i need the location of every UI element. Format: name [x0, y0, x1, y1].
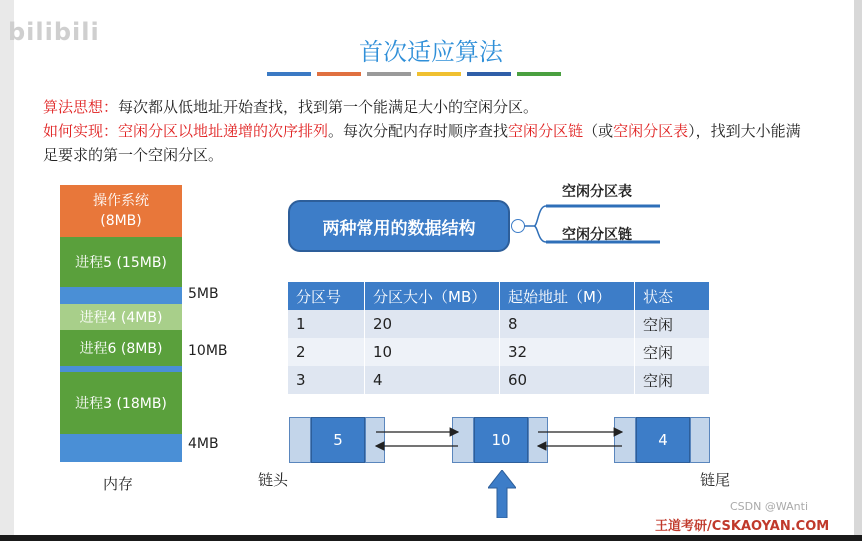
memory-process-6: 进程6 (8MB) — [60, 330, 182, 366]
title-bar-5 — [467, 72, 511, 76]
th-partition-size: 分区大小（MB） — [365, 282, 500, 310]
impl-text-2: （或 — [583, 122, 614, 140]
free-5mb-label: 5MB — [188, 286, 219, 302]
idea-text: 每次都从低地址开始查找，找到第一个能满足大小的空闲分区。 — [118, 98, 539, 116]
cell: 10 — [365, 338, 500, 366]
pointer-up-arrow-icon — [488, 470, 516, 518]
memory-process-4: 进程4 (4MB) — [60, 304, 182, 330]
table-row — [288, 310, 710, 338]
free-10mb-label: 10MB — [188, 343, 228, 359]
memory-free-5mb — [60, 287, 182, 304]
idea-label: 算法思想： — [43, 98, 119, 116]
chain-node-3-next — [690, 417, 710, 463]
cell: 4 — [365, 366, 500, 394]
slide-left-border — [0, 0, 14, 541]
cell: 空闲 — [635, 310, 710, 338]
cell: 8 — [500, 310, 635, 338]
impl-text-3: ），找到大小能满足要求的第一个空闲分区。 — [43, 122, 801, 164]
table-header-row — [288, 282, 710, 310]
chain-node-1: 5 — [311, 417, 365, 463]
memory-free-4mb — [60, 434, 182, 462]
data-structures-pill: 两种常用的数据结构 — [288, 200, 510, 252]
branch-free-table: 空闲分区表 — [562, 184, 632, 200]
impl-red-1: 空闲分区以地址递增的次序排列 — [118, 122, 329, 140]
th-status: 状态 — [635, 282, 710, 310]
cell: 2 — [288, 338, 365, 366]
memory-os: 操作系统 (8MB) — [60, 185, 182, 237]
impl-text-1: 。每次分配内存时顺序查找 — [328, 122, 509, 140]
implementation — [43, 119, 803, 167]
title-bar-4 — [417, 72, 461, 76]
table-row — [288, 366, 710, 394]
slide-title: 首次适应算法 — [359, 38, 503, 66]
title-bar-2 — [317, 72, 361, 76]
bilibili-logo: bilibili — [8, 18, 100, 46]
cell: 1 — [288, 310, 365, 338]
chain-node-2: 10 — [474, 417, 528, 463]
title-bar-1 — [267, 72, 311, 76]
chain-node-1-prev — [289, 417, 311, 463]
title-color-bars — [267, 72, 561, 76]
impl-red-2: 空闲分区链 — [508, 122, 584, 140]
chain-tail-label: 链尾 — [700, 471, 731, 489]
cell: 空闲 — [635, 366, 710, 394]
algorithm-idea — [43, 95, 538, 119]
slide-right-border — [854, 0, 862, 541]
th-start-address: 起始地址（M） — [500, 282, 635, 310]
cell: 60 — [500, 366, 635, 394]
collapse-circle-icon — [511, 219, 525, 233]
chain-head-label: 链头 — [258, 471, 289, 489]
impl-red-3: 空闲分区表 — [613, 122, 689, 140]
impl-label: 如何实现： — [43, 122, 119, 140]
video-bottom-bar — [0, 535, 862, 541]
memory-process-3: 进程3 (18MB) — [60, 372, 182, 434]
csdn-watermark: CSDN @WAnti — [730, 500, 808, 513]
th-partition-no: 分区号 — [288, 282, 365, 310]
title-bar-6 — [517, 72, 561, 76]
table-row — [288, 338, 710, 366]
chain-node-3: 4 — [636, 417, 690, 463]
chain-arrows — [370, 420, 640, 460]
free-4mb-label: 4MB — [188, 436, 219, 452]
free-partition-table — [288, 282, 710, 394]
cell: 20 — [365, 310, 500, 338]
cell: 32 — [500, 338, 635, 366]
cell: 空闲 — [635, 338, 710, 366]
cell: 3 — [288, 366, 365, 394]
title-bar-3 — [367, 72, 411, 76]
memory-caption: 内存 — [103, 475, 134, 493]
wangdao-watermark: 王道考研/CSKAOYAN.COM — [655, 519, 830, 534]
branch-free-chain: 空闲分区链 — [562, 227, 632, 243]
memory-process-5: 进程5 (15MB) — [60, 237, 182, 287]
